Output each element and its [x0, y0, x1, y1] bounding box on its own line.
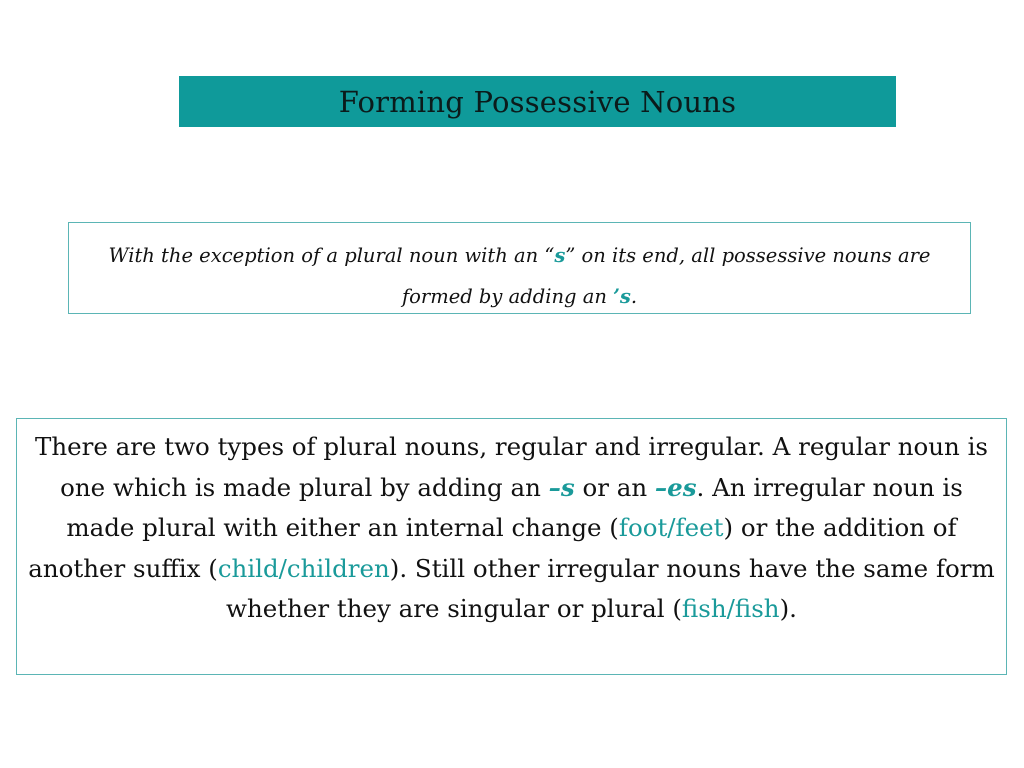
body-part-5: ). Still other irregular nouns have the same form whether they are singular or plural (: [226, 553, 995, 623]
slide-title: Forming Possessive Nouns: [338, 84, 737, 119]
example-child-children: child/children: [217, 553, 390, 583]
plural-explanation-box: [16, 418, 1007, 675]
example-foot-feet: foot/feet: [618, 513, 724, 542]
suffix-s: –s: [548, 472, 575, 502]
rule-s-mark: s: [554, 244, 566, 267]
plural-explanation-text: [27, 427, 996, 630]
suffix-es: –es: [654, 472, 697, 502]
body-part-3: . An irregular noun is made plural with either an internal change (: [66, 472, 963, 542]
rule-text-before: With the exception of a plural noun with an “: [108, 244, 555, 267]
body-part-1: There are two types of plural nouns, regular and irregular. A regular noun is one which is made plural by adding an: [35, 432, 988, 502]
body-part-2: or an: [574, 472, 655, 502]
rule-text-middle: ” on its end, all possessive nouns are formed by adding an: [401, 244, 931, 308]
body-part-6: ).: [779, 594, 797, 623]
rule-text: [85, 235, 954, 317]
body-part-4: ) or the addition of another suffix (: [28, 513, 957, 583]
rule-box: [68, 222, 971, 314]
title-banner: [179, 76, 896, 127]
example-fish-fish: fish/fish: [681, 594, 780, 623]
rule-apostrophe-s: ’s: [613, 285, 631, 308]
rule-text-end: .: [630, 285, 638, 308]
